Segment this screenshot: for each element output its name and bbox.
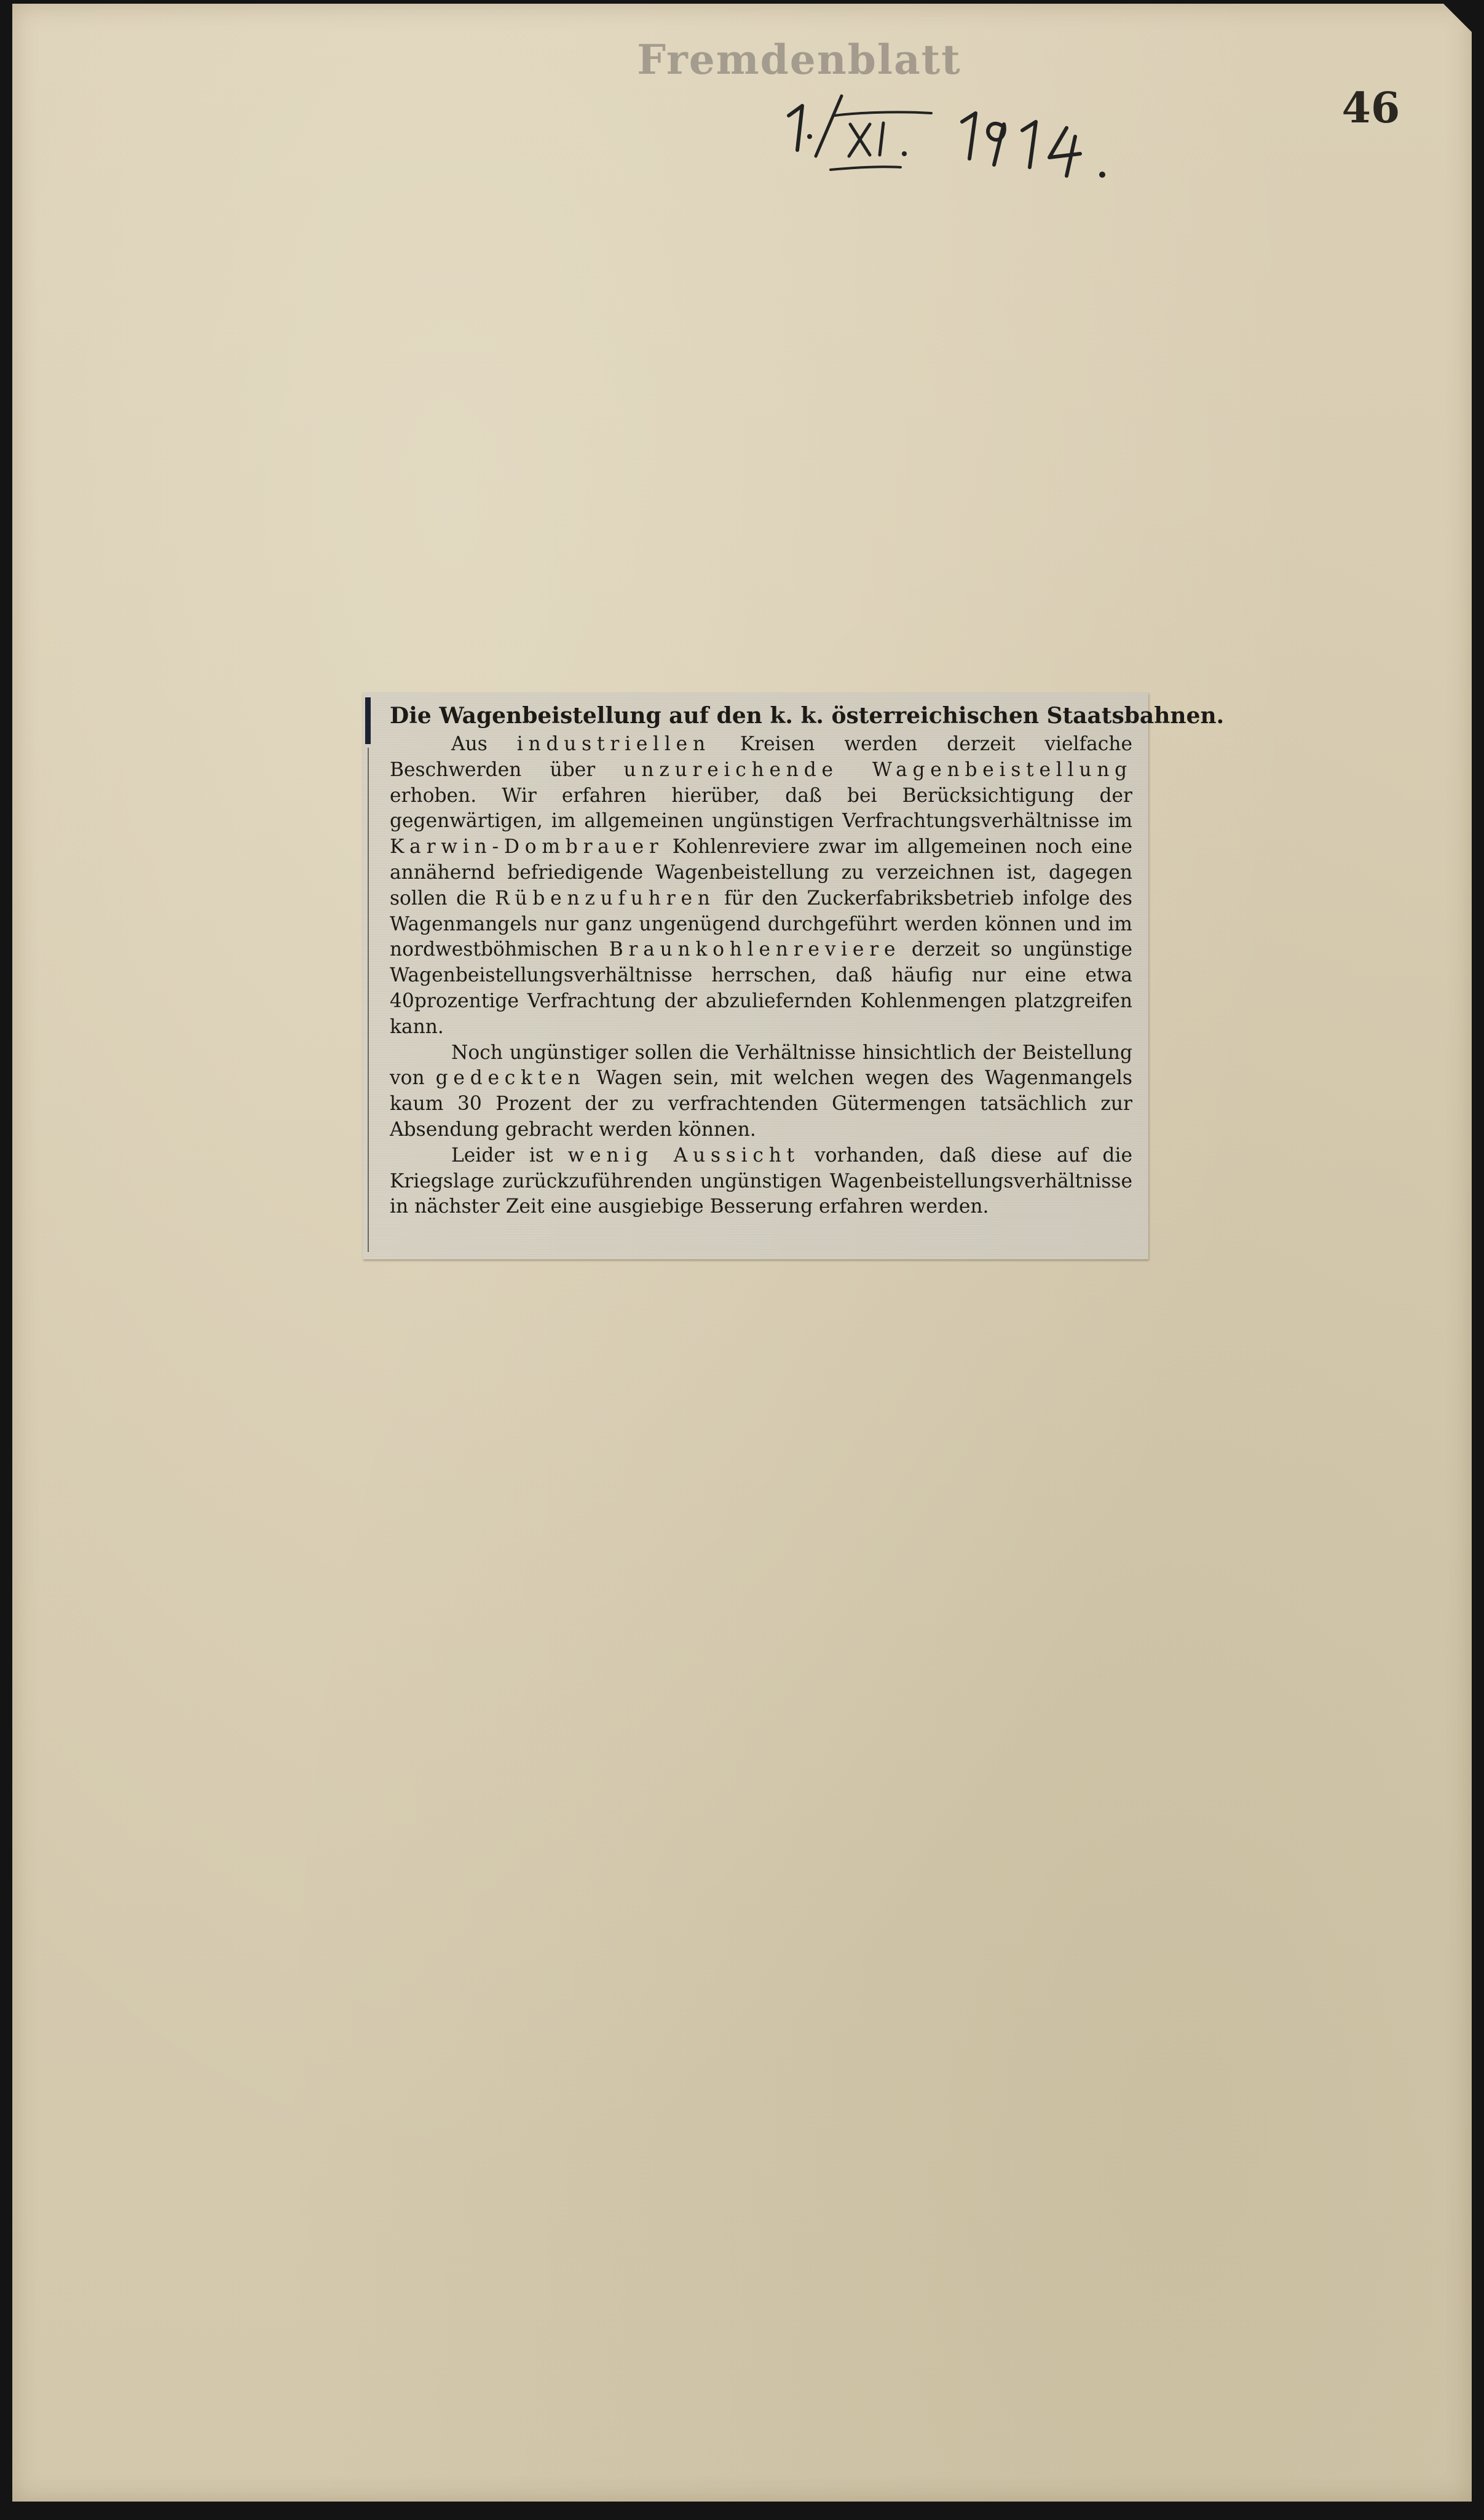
spaced-emphasis: wenig Aussicht	[567, 1144, 800, 1167]
newspaper-stamp: Fremdenblatt	[637, 36, 961, 84]
spaced-emphasis: Rübenzufuhren	[495, 887, 716, 909]
text-run: Noch ungünstiger sollen die Verhältnisse hinsichtlich der Beistellung von	[390, 1041, 1132, 1090]
clipping-headline: Die Wagenbeistellung auf den k. k. österreichischen Staatsbahnen.	[390, 703, 1225, 729]
text-run: Aus	[451, 733, 517, 755]
archive-sheet	[12, 4, 1472, 2502]
text-run: Leider ist	[451, 1144, 568, 1167]
folio-number: 46	[1341, 84, 1400, 133]
text-run: derzeit so ungünstige Wagenbeistellungsverhältnisse herrschen, daß häufig nur eine etwa 40prozentige Verfrachtung der abzuliefernden Kohlenmengen platzgreifen kann.	[390, 938, 1132, 1038]
spaced-emphasis: gedeckten	[435, 1067, 586, 1090]
newspaper-clipping	[363, 692, 1225, 1259]
text-run: für den Zuckerfabriksbetrieb infolge des Wagenmangels nur ganz ungenügend durchgeführt werden können und im nordwestböhmischen	[390, 887, 1132, 961]
handwritten-date	[778, 77, 1122, 188]
text-run: erhoben. Wir erfahren hierüber, daß bei Berücksichtigung der gegenwärtigen, im allgemeinen ungünstigen Verfrachtungsverhältnisse im	[390, 784, 1132, 833]
text-run: Kohlenreviere zwar im allgemeinen noch eine annähernd befriedigende Wagenbeistellung zu verzeichnen ist, dagegen sollen die	[390, 836, 1132, 909]
clipping-paragraph-3	[390, 1143, 1132, 1220]
spaced-emphasis: industriellen	[516, 733, 711, 755]
text-run: Wagen sein, mit welchen wegen des Wagenmangels kaum 30 Prozent der zu verfrachtenden Gütermengen tatsächlich zur Absendung gebracht werden können.	[390, 1067, 1132, 1141]
spaced-emphasis: Karwin-Dombrauer	[390, 836, 664, 858]
text-run: vorhanden, daß diese auf die Kriegslage zurückzuführenden ungünstigen Wagenbeistellungsverhältnisse in nächster Zeit eine ausgiebige Besserung erfahren werden.	[390, 1144, 1132, 1218]
text-run: Kreisen werden derzeit vielfache Beschwerden über	[390, 733, 1132, 781]
spaced-emphasis: unzureichende Wagenbeistellung	[623, 758, 1132, 781]
clipping-paragraph-2	[390, 1040, 1132, 1143]
spaced-emphasis: Braunkohlenreviere	[609, 938, 901, 961]
folded-corner	[1443, 4, 1472, 32]
clipping-column-line	[368, 748, 369, 1252]
clipping-column-rule	[365, 697, 371, 744]
clipping-paragraph-1	[390, 732, 1132, 1040]
